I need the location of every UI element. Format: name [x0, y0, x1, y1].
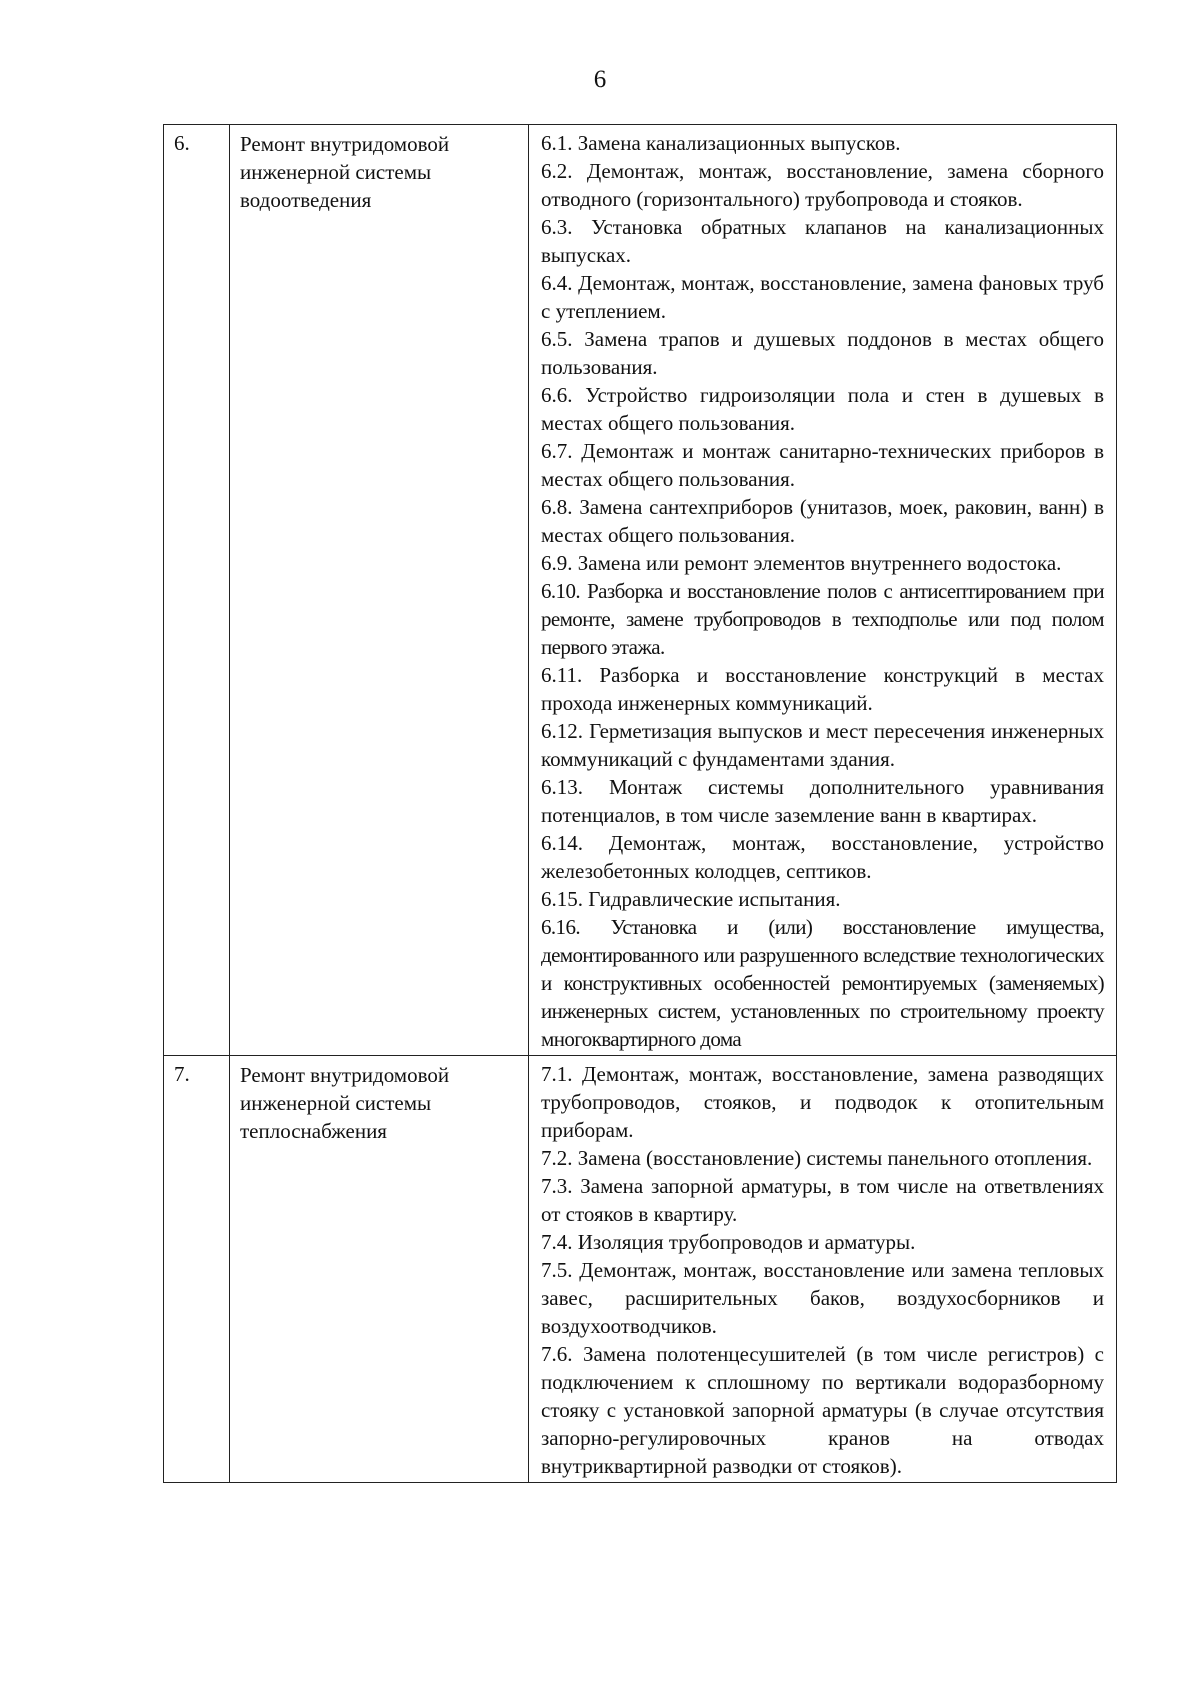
- work-item: 6.7. Демонтаж и монтаж санитарно-технических приборов в местах общего пользования.: [541, 439, 1104, 491]
- work-items-list: [529, 1056, 1117, 1483]
- work-item: 7.5. Демонтаж, монтаж, восстановление или замена тепловых завес, расширительных баков, воздухосборников и воздухоотводчиков.: [541, 1258, 1104, 1338]
- work-item: 6.6. Устройство гидроизоляции пола и стен в душевых в местах общего пользования.: [541, 383, 1104, 435]
- works-table: [163, 124, 1117, 1483]
- table-row: [164, 1056, 1117, 1483]
- work-item: 6.8. Замена сантехприборов (унитазов, моек, раковин, ванн) в местах общего пользования.: [541, 495, 1104, 547]
- work-item: 6.4. Демонтаж, монтаж, восстановление, замена фановых труб с утеплением.: [541, 271, 1104, 323]
- work-item: 7.3. Замена запорной арматуры, в том числе на ответвлениях от стояков в квартиру.: [541, 1174, 1104, 1226]
- work-item: 6.12. Герметизация выпусков и мест пересечения инженерных коммуникаций с фундаментами здания.: [541, 719, 1104, 771]
- work-item: 6.3. Установка обратных клапанов на канализационных выпусках.: [541, 215, 1104, 267]
- work-item: 6.1. Замена канализационных выпусков.: [541, 131, 901, 155]
- work-item: 6.2. Демонтаж, монтаж, восстановление, замена сборного отводного (горизонтального) трубопровода и стояков.: [541, 159, 1104, 211]
- row-number: 6.: [164, 125, 230, 1056]
- work-type-name: Ремонт внутридомовой инженерной системы водоотведения: [230, 125, 529, 1056]
- work-item: 6.9. Замена или ремонт элементов внутреннего водостока.: [541, 551, 1062, 575]
- work-item: 7.4. Изоляция трубопроводов и арматуры.: [541, 1230, 916, 1254]
- work-item: 6.13. Монтаж системы дополнительного уравнивания потенциалов, в том числе заземление ванн в квартирах.: [541, 775, 1104, 827]
- work-item: 6.16. Установка и (или) восстановление имущества, демонтированного или разрушенного вследствие технологических и конструктивных особенностей ремонтируемых (заменяемых) инженерных систем, установленных по строительному проекту многоквартирного дома: [541, 915, 1104, 1051]
- work-item: 6.15. Гидравлические испытания.: [541, 887, 841, 911]
- work-items-list: [529, 125, 1117, 1056]
- work-item: 6.10. Разборка и восстановление полов с антисептированием при ремонте, замене трубопроводов в техподполье или под полом первого этажа.: [541, 579, 1104, 659]
- work-item: 6.14. Демонтаж, монтаж, восстановление, устройство железобетонных колодцев, септиков.: [541, 831, 1104, 883]
- work-item: 7.6. Замена полотенцесушителей (в том числе регистров) с подключением к сплошному по вертикали водоразборному стояку с установкой запорной арматуры (в случае отсутствия запорно-регулировочных кранов на отводах внутриквартирной разводки от стояков).: [541, 1342, 1104, 1478]
- work-item: 7.2. Замена (восстановление) системы панельного отопления.: [541, 1146, 1093, 1170]
- work-item: 6.11. Разборка и восстановление конструкций в местах прохода инженерных коммуникаций.: [541, 663, 1104, 715]
- work-item: 7.1. Демонтаж, монтаж, восстановление, замена разводящих трубопроводов, стояков, и подводок к отопительным приборам.: [541, 1062, 1104, 1142]
- work-item: 6.5. Замена трапов и душевых поддонов в местах общего пользования.: [541, 327, 1104, 379]
- row-number: 7.: [164, 1056, 230, 1483]
- page-number: 6: [593, 66, 607, 93]
- work-type-name: Ремонт внутридомовой инженерной системы теплоснабжения: [230, 1056, 529, 1483]
- table-row: [164, 125, 1117, 1056]
